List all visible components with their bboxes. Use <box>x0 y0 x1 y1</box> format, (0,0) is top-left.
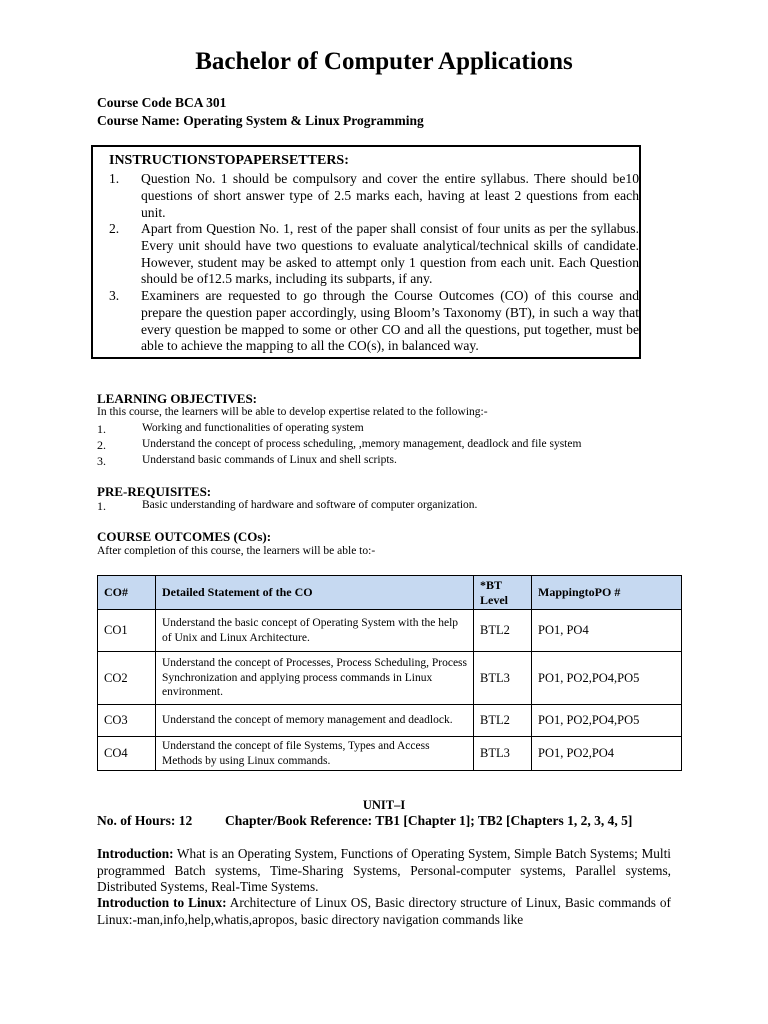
unit-reference: Chapter/Book Reference: TB1 [Chapter 1]; TB2 [Chapters 1, 2, 3, 4, 5] <box>225 813 633 828</box>
instruction-text: Apart from Question No. 1, rest of the paper shall consist of four units as per the syllabus. Every unit should have two questions to evaluate analytical/technical skills of candidate. However, student may be asked to attempt only 1 question from each unit. Each Question should be of12.5 marks, including its subparts, if any. <box>141 221 639 287</box>
table-row <box>98 652 682 705</box>
instructions-box <box>91 145 641 359</box>
list-text: Basic understanding of hardware and software of computer organization. <box>142 499 478 511</box>
instruction-text: Examiners are requested to go through the Course Outcomes (CO) of this course and prepare the question paper accordingly, using Bloom’s Taxonomy (BT), in such a way that every question be mapped to some or other CO and all the questions, put together, must be able to achieve the mapping to all the CO(s), in balanced way. <box>141 288 639 354</box>
course-outcomes-table <box>97 575 682 771</box>
introduction-text: What is an Operating System, Functions of Operating System, Simple Batch Systems; Multi programmed Batch systems, Time-Sharing Systems, Personal-computer systems, Parallel systems, Distributed Systems, Real-Time Systems. <box>97 846 671 894</box>
table-cell: CO2 <box>98 652 156 705</box>
course-code: Course Code BCA 301 <box>97 95 227 110</box>
table-cell: BTL2 <box>474 705 532 737</box>
list-number: 3. <box>97 454 106 468</box>
column-header: CO# <box>98 576 156 610</box>
table-cell: CO1 <box>98 610 156 652</box>
linux-label: Introduction to Linux: <box>97 895 227 910</box>
list-text: Understand the concept of process scheduling, ,memory management, deadlock and file system <box>142 438 582 450</box>
instruction-number: 3. <box>109 288 120 303</box>
table-cell: BTL3 <box>474 737 532 771</box>
column-header: *BT Level <box>474 576 532 610</box>
instruction-text: Question No. 1 should be compulsory and cover the entire syllabus. There should be10 questions of short answer type of 2.5 marks each, having at least 2 questions from each unit. <box>141 171 639 220</box>
instructions-heading: INSTRUCTIONSTOPAPERSETTERS: <box>109 153 349 168</box>
introduction-label: Introduction: <box>97 846 174 861</box>
instruction-number: 1. <box>109 171 120 186</box>
table-cell: CO3 <box>98 705 156 737</box>
list-text: Understand basic commands of Linux and shell scripts. <box>142 454 397 466</box>
table-cell: Understand the concept of Processes, Process Scheduling, Process Synchronization and applying process commands in Linux environment. <box>156 652 474 705</box>
table-header-row <box>98 576 682 610</box>
table-cell: PO1, PO2,PO4 <box>532 737 682 771</box>
table-cell: PO1, PO2,PO4,PO5 <box>532 705 682 737</box>
prerequisites-heading: PRE-REQUISITES: <box>97 484 212 499</box>
unit-hours: No. of Hours: 12 <box>97 813 193 828</box>
course-outcomes-intro: After completion of this course, the learners will be able to:- <box>97 545 376 557</box>
list-number: 1. <box>97 499 106 513</box>
table-row <box>98 737 682 771</box>
table-cell: CO4 <box>98 737 156 771</box>
list-number: 2. <box>97 438 106 452</box>
table-cell: BTL2 <box>474 610 532 652</box>
table-cell: PO1, PO2,PO4,PO5 <box>532 652 682 705</box>
table-cell: Understand the concept of memory management and deadlock. <box>156 705 474 737</box>
learning-objectives-intro: In this course, the learners will be able to develop expertise related to the following:- <box>97 406 488 418</box>
table-cell: Understand the basic concept of Operating System with the help of Unix and Linux Architecture. <box>156 610 474 652</box>
table-cell: PO1, PO4 <box>532 610 682 652</box>
linux-text: Architecture of Linux OS, Basic directory structure of Linux, Basic commands of Linux:-man,info,help,whatis,apropos, basic directory navigation commands like <box>97 895 671 927</box>
list-number: 1. <box>97 422 106 436</box>
introduction-paragraph <box>97 846 671 896</box>
list-text: Working and functionalities of operating system <box>142 422 364 434</box>
instruction-number: 2. <box>109 221 120 236</box>
table-row <box>98 705 682 737</box>
linux-paragraph <box>97 895 671 928</box>
unit-title: UNIT–I <box>362 798 406 812</box>
unit-hours-line <box>97 813 633 829</box>
page-title: Bachelor of Computer Applications <box>195 48 573 75</box>
table-cell: Understand the concept of file Systems, Types and Access Methods by using Linux commands. <box>156 737 474 771</box>
table-row <box>98 610 682 652</box>
column-header: MappingtoPO # <box>532 576 682 610</box>
course-name: Course Name: Operating System & Linux Programming <box>97 113 424 128</box>
column-header: Detailed Statement of the CO <box>156 576 474 610</box>
learning-objectives-heading: LEARNING OBJECTIVES: <box>97 391 258 406</box>
table-cell: BTL3 <box>474 652 532 705</box>
course-outcomes-heading: COURSE OUTCOMES (COs): <box>97 529 272 544</box>
